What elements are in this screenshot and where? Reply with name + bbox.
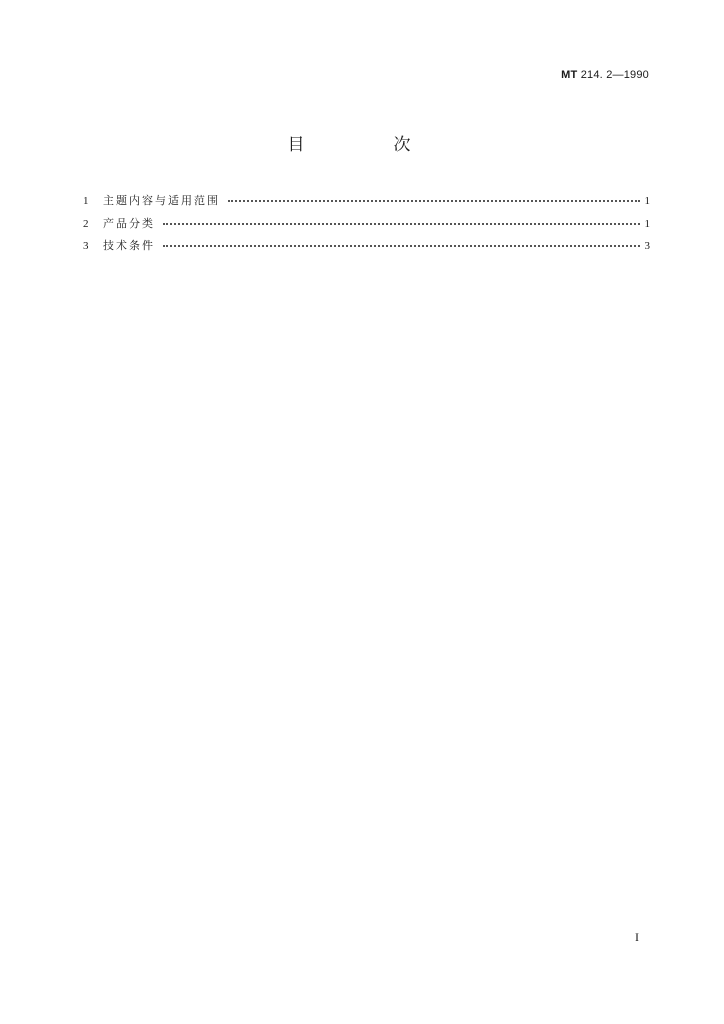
standard-code: MT: [561, 69, 578, 81]
standard-number: 214. 2—1990: [580, 69, 649, 81]
toc-entry-2[interactable]: [83, 215, 650, 238]
toc-entry-number: 2: [83, 217, 89, 230]
dot-leader: [163, 245, 640, 247]
toc-entry-number: 3: [83, 240, 89, 252]
toc-entry-label: 主题内容与适用范围: [103, 194, 220, 207]
dot-leader: [228, 200, 640, 202]
toc-entry-number: 1: [83, 195, 89, 207]
dot-leader: [163, 223, 640, 225]
toc-entry-label: 产品分类: [103, 216, 155, 230]
standard-number-header: [561, 69, 649, 81]
table-of-contents: [83, 192, 650, 260]
toc-title: 目 次: [287, 135, 447, 155]
toc-entry-1[interactable]: [83, 192, 650, 215]
toc-entry-page: 1: [644, 195, 650, 207]
toc-entry-label: 技术条件: [103, 239, 155, 252]
toc-entry-3[interactable]: [83, 237, 650, 260]
page-number: I: [635, 930, 639, 944]
toc-entry-page: 1: [644, 217, 650, 230]
toc-entry-page: 3: [644, 240, 650, 252]
